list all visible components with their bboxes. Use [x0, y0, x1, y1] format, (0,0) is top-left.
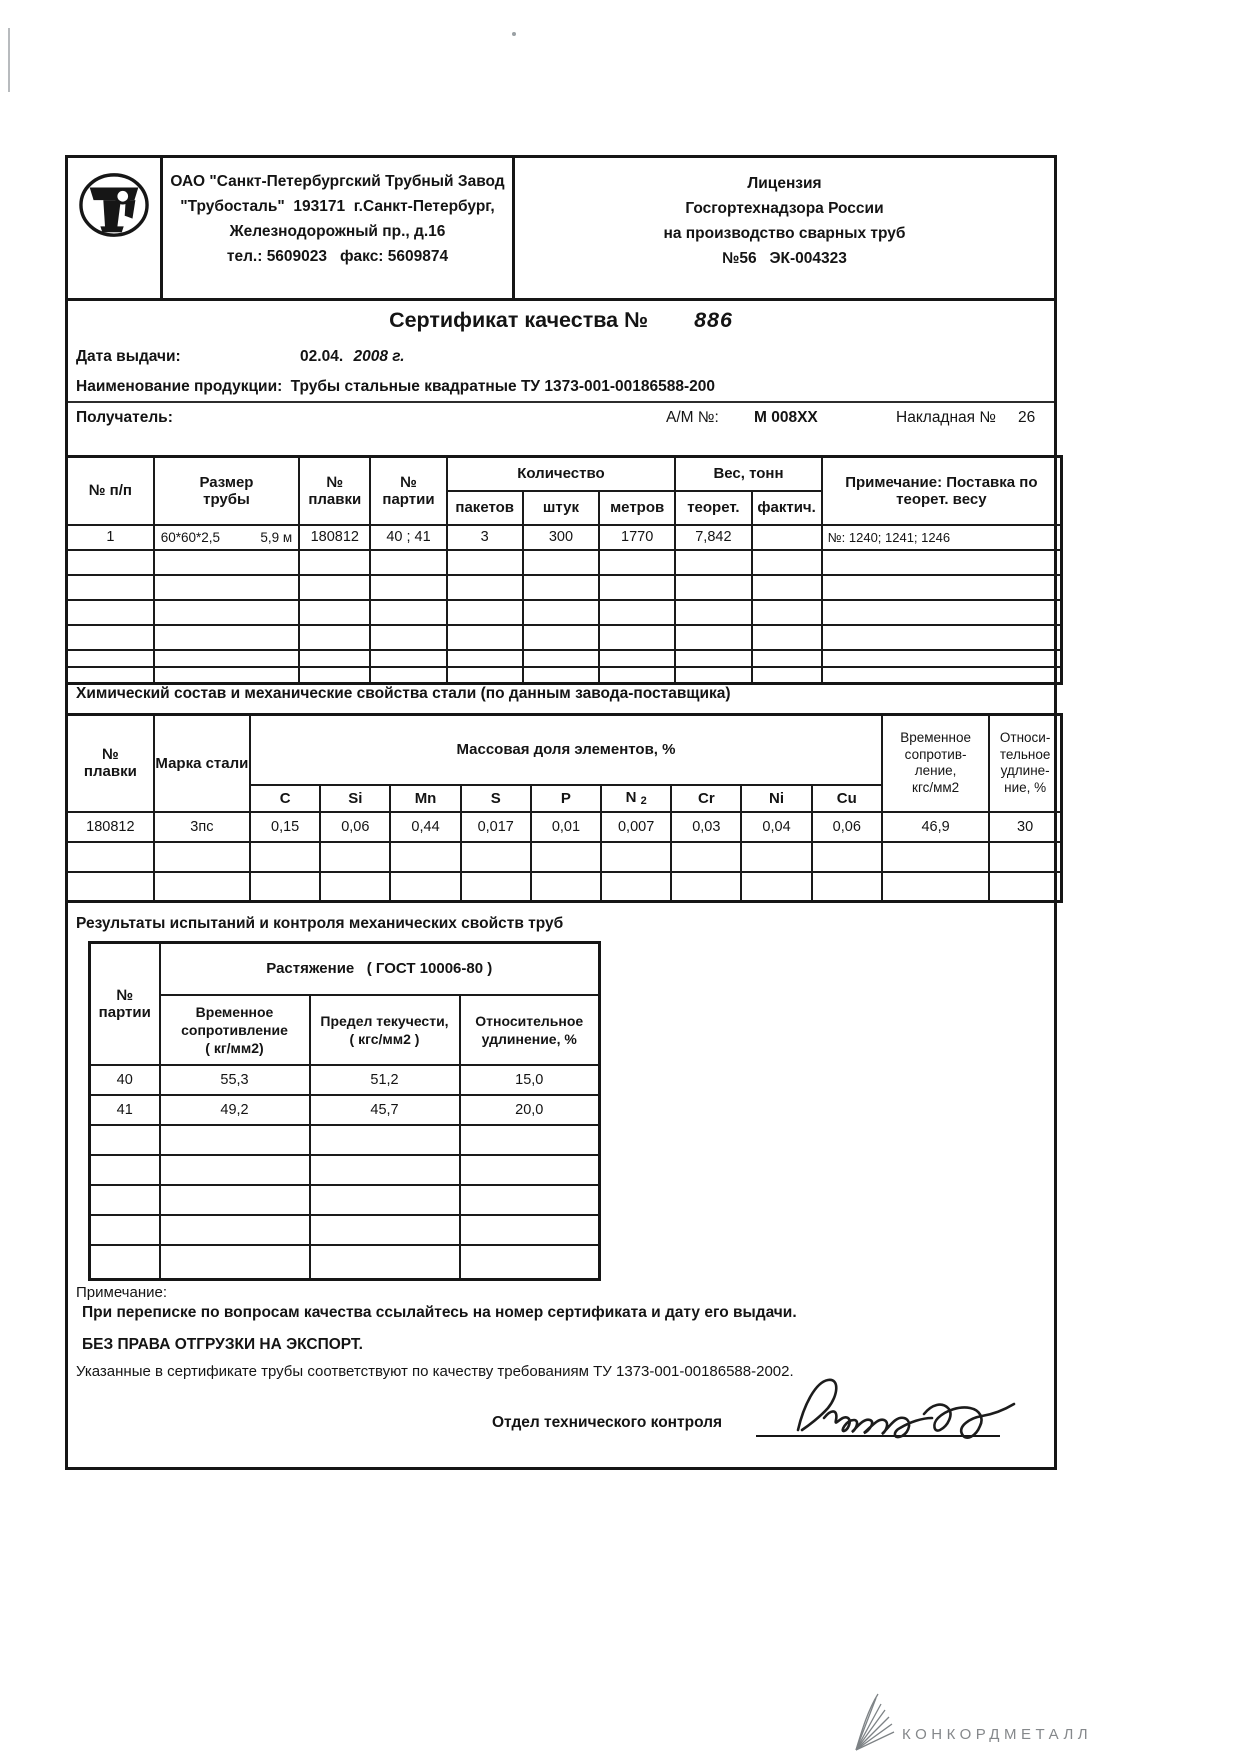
note-no-export: БЕЗ ПРАВА ОТГРУЗКИ НА ЭКСПОРТ.	[82, 1336, 363, 1353]
company-line: ОАО "Санкт-Петербургский Трубный Завод	[170, 173, 505, 190]
tests-header-row-1	[90, 943, 600, 995]
empty-row	[90, 1185, 600, 1215]
col-header-elongation: Относи- тельное удлине- ние, %	[989, 715, 1061, 812]
note-cell: №: 1240; 1241; 1246	[822, 525, 1062, 550]
yield-cell: 51,2	[310, 1065, 460, 1095]
element-header-ni: Ni	[741, 785, 811, 812]
element-header-p: P	[531, 785, 601, 812]
s-value-cell: 0,017	[461, 812, 531, 842]
col-header-item-no: № п/п	[67, 457, 154, 525]
license-line: на производство сварных труб	[663, 225, 906, 242]
issue-date-day: 02.04.	[300, 348, 344, 365]
product-name-row	[76, 378, 715, 396]
yield-cell: 45,7	[310, 1095, 460, 1125]
issue-date-year: 2008 г.	[353, 348, 405, 365]
certificate-number: 886	[694, 308, 733, 332]
vehicle-number-value: М 008ХХ	[754, 409, 818, 426]
element-header-c: C	[250, 785, 320, 812]
p-value-cell: 0,01	[531, 812, 601, 842]
products-header-row-1	[67, 457, 1062, 491]
melt-no-cell: 180812	[299, 525, 370, 550]
element-header-mn: Mn	[390, 785, 460, 812]
waybill-label: Накладная №	[896, 409, 996, 426]
empty-row	[67, 550, 1062, 575]
element-header-cr: Cr	[671, 785, 741, 812]
products-table	[65, 455, 1063, 685]
col-header-steel-grade: Марка стали	[154, 715, 250, 812]
watermark-text: КОНКОРДМЕТАЛЛ	[902, 1726, 1093, 1743]
theoretical-weight-cell: 7,842	[675, 525, 751, 550]
col-header-pieces: штук	[523, 491, 599, 525]
col-header-tensile-strength: Временное сопротив- ление, кгс/мм2	[882, 715, 989, 812]
element-header-s: S	[461, 785, 531, 812]
batch-no-cell: 40 ; 41	[370, 525, 446, 550]
license-info	[515, 158, 1054, 298]
certificate-title-row	[68, 308, 1054, 333]
batch-no-cell: 41	[90, 1095, 160, 1125]
empty-row	[67, 667, 1062, 684]
col-group-mass-fraction: Массовая доля элементов, %	[250, 715, 882, 785]
col-header-batch-no: № партии	[90, 943, 160, 1065]
element-header-si: Si	[320, 785, 390, 812]
elongation-cell: 30	[989, 812, 1061, 842]
actual-weight-cell	[752, 525, 822, 550]
cu-value-cell: 0,06	[812, 812, 882, 842]
empty-row	[90, 1155, 600, 1185]
chemistry-header-row-1	[67, 715, 1062, 785]
license-line: №56 ЭК-004323	[722, 250, 847, 267]
field-separator-rule	[68, 401, 1054, 403]
vehicle-number-label: А/М №:	[666, 409, 719, 426]
chemistry-section-title: Химический состав и механические свойства стали (по данным завода-поставщика)	[76, 685, 731, 702]
elongation-cell: 20,0	[460, 1095, 600, 1125]
empty-row	[67, 650, 1062, 667]
pipe-size-cell: 60*60*2,5 5,9 м	[154, 525, 299, 550]
empty-row	[67, 625, 1062, 650]
tensile-cell: 49,2	[160, 1095, 310, 1125]
products-data-row	[67, 525, 1062, 550]
certificate-title: Сертификат качества №	[389, 308, 649, 332]
handwritten-signature	[790, 1370, 1020, 1448]
element-header-n2: N 2	[601, 785, 671, 812]
col-header-pipe-size: Размер трубы	[154, 457, 299, 525]
tensile-strength-cell: 46,9	[882, 812, 989, 842]
cr-value-cell: 0,03	[671, 812, 741, 842]
empty-row	[67, 842, 1062, 872]
empty-row	[90, 1125, 600, 1155]
tests-data-row	[90, 1095, 600, 1125]
scan-artifact-dot	[512, 32, 516, 36]
company-line: Железнодорожный пр., д.16	[229, 223, 446, 240]
item-no-cell: 1	[67, 525, 154, 550]
logo-cell	[68, 158, 163, 298]
license-line: Лицензия	[747, 175, 822, 192]
tests-header-row-2	[90, 995, 600, 1065]
col-header-yield-strength: Предел текучести, ( кгс/мм2 )	[310, 995, 460, 1065]
empty-row	[67, 575, 1062, 600]
batch-no-cell: 40	[90, 1065, 160, 1095]
note-correspondence: При переписке по вопросам качества ссылайтесь на номер сертификата и дату его выдачи.	[82, 1304, 797, 1321]
col-header-packs: пакетов	[447, 491, 523, 525]
col-header-theoretical: теорет.	[675, 491, 751, 525]
recipient-row	[76, 409, 1052, 427]
ni-value-cell: 0,04	[741, 812, 811, 842]
col-group-weight: Вес, тонн	[675, 457, 821, 491]
c-value-cell: 0,15	[250, 812, 320, 842]
steel-grade-cell: 3пс	[154, 812, 250, 842]
col-header-melt-no: № плавки	[67, 715, 154, 812]
empty-row	[67, 872, 1062, 902]
empty-row	[90, 1245, 600, 1280]
pieces-cell: 300	[523, 525, 599, 550]
tests-section-title: Результаты испытаний и контроля механических свойств труб	[76, 915, 564, 932]
company-info	[163, 158, 515, 298]
chemistry-data-row	[67, 812, 1062, 842]
empty-row	[90, 1215, 600, 1245]
company-line: тел.: 5609023 факс: 5609874	[226, 248, 449, 265]
col-header-actual: фактич.	[752, 491, 822, 525]
si-value-cell: 0,06	[320, 812, 390, 842]
certificate-header	[68, 158, 1054, 301]
tensile-cell: 55,3	[160, 1065, 310, 1095]
scan-artifact-line	[8, 28, 10, 92]
col-header-tensile-strength: Временное сопротивление ( кг/мм2)	[160, 995, 310, 1065]
issue-date-row	[76, 348, 405, 366]
n2-value-cell: 0,007	[601, 812, 671, 842]
elongation-cell: 15,0	[460, 1065, 600, 1095]
note-conformity: Указанные в сертификате трубы соответствуют по качеству требованиям ТУ 1373-001-00186588-2002.	[76, 1363, 794, 1380]
issue-date-label: Дата выдачи:	[76, 348, 181, 365]
empty-row	[67, 600, 1062, 625]
chemistry-table	[65, 713, 1063, 903]
element-header-cu: Cu	[812, 785, 882, 812]
product-name-value: Трубы стальные квадратные ТУ 1373-001-00186588-200	[290, 378, 716, 395]
col-group-tension-test: Растяжение ( ГОСТ 10006-80 )	[160, 943, 600, 995]
certificate-frame	[65, 155, 1057, 1470]
watermark-fan-icon	[848, 1692, 898, 1754]
company-logo-icon	[77, 170, 151, 240]
license-line: Госгортехнадзора России	[685, 200, 884, 217]
packs-cell: 3	[447, 525, 523, 550]
col-group-quantity: Количество	[447, 457, 676, 491]
tests-data-row	[90, 1065, 600, 1095]
product-name-label: Наименование продукции:	[76, 378, 283, 395]
col-header-note: Примечание: Поставка по теорет. весу	[822, 457, 1062, 525]
col-header-elongation: Относительное удлинение, %	[460, 995, 600, 1065]
qc-department-label: Отдел технического контроля	[492, 1414, 723, 1431]
col-header-melt-no: № плавки	[299, 457, 370, 525]
notes-label: Примечание:	[76, 1284, 167, 1301]
melt-no-cell: 180812	[67, 812, 154, 842]
meters-cell: 1770	[599, 525, 675, 550]
col-header-batch-no: № партии	[370, 457, 446, 525]
recipient-label: Получатель:	[76, 409, 173, 426]
tests-table	[88, 941, 601, 1281]
col-header-meters: метров	[599, 491, 675, 525]
company-line: "Трубосталь" 193171 г.Санкт-Петербург,	[180, 198, 495, 215]
mn-value-cell: 0,44	[390, 812, 460, 842]
waybill-value: 26	[1018, 409, 1036, 426]
